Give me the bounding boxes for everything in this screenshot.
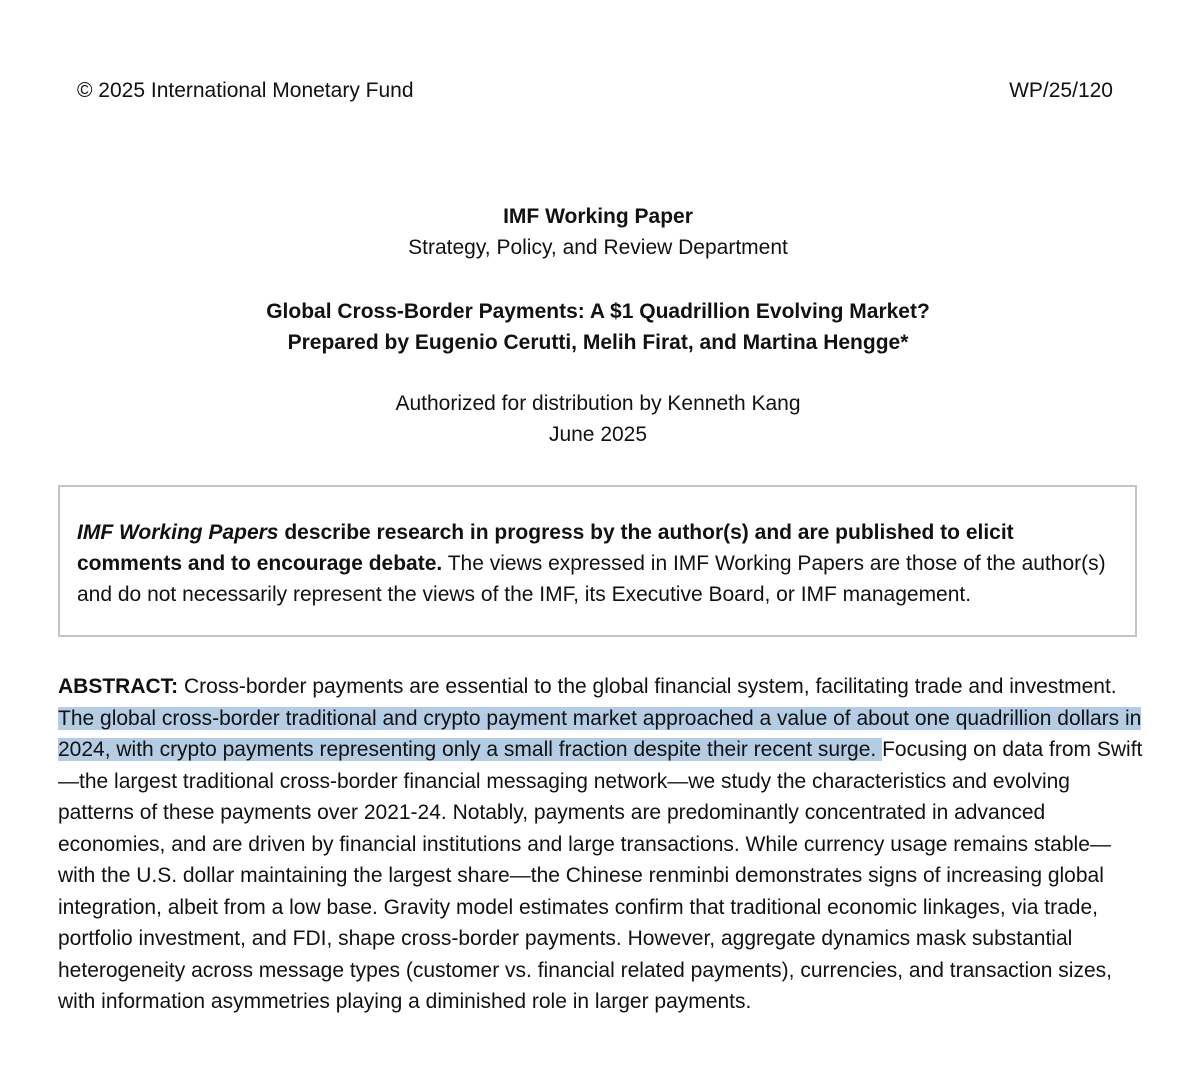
copyright-notice: © 2025 International Monetary Fund xyxy=(77,79,414,102)
abstract-highlighted-selection[interactable]: The global cross-border traditional and crypto payment market approached a value of about one quadrillion dollars in 2024, with crypto payments representing only a small fraction despite their recent surge. xyxy=(58,706,1142,761)
disclaimer-bold-text: describe research in progress by the author(s) and are published to elicit comments and to encourage debate. xyxy=(77,521,1014,575)
series-title: IMF Working Paper xyxy=(503,205,693,228)
paper-title: Global Cross-Border Payments: A $1 Quadrillion Evolving Market? xyxy=(266,300,930,323)
disclaimer-regular-text: The views expressed in IMF Working Papers are those of the author(s) and do not necessarily represent the views of the IMF, its Executive Board, or IMF management. xyxy=(77,552,1106,606)
abstract-label: ABSTRACT: xyxy=(58,675,179,698)
abstract-body[interactable]: Focusing on data from Swift—the largest traditional cross-border financial messaging network—we study the characteristics and evolving patterns of these payments over 2021-24. Notably, payments are predominantly concentrated in advanced economies, and are driven by financial institutions and large transactions. While currency usage remains stable—with the U.S. dollar maintaining the largest share—the Chinese renminbi demonstrates signs of increasing global integration, albeit from a low base. Gravity model estimates confirm that traditional economic linkages, via trade, portfolio investment, and FDI, shape cross-border payments. However, aggregate dynamics mask substantial heterogeneity across message types (customer vs. financial related payments), currencies, and transaction sizes, with information asymmetries playing a diminished role in larger payments. xyxy=(58,738,1143,1013)
department-line xyxy=(0,232,1196,263)
paper-number: WP/25/120 xyxy=(1009,79,1113,102)
publication-date: June 2025 xyxy=(548,423,648,446)
paper-series-label xyxy=(0,201,1196,232)
authorization-line: Authorized for distribution by Kenneth Kang xyxy=(395,392,801,415)
abstract-paragraph[interactable] xyxy=(58,671,1148,1018)
disclaimer-italic-lead: IMF Working Papers xyxy=(77,521,279,544)
abstract-intro[interactable]: Cross-border payments are essential to the global financial system, facilitating trade and investment. xyxy=(178,675,1117,698)
disclaimer-box xyxy=(58,485,1137,637)
paper-authors: Prepared by Eugenio Cerutti, Melih Firat, and Martina Hengge* xyxy=(287,331,909,354)
department-name: Strategy, Policy, and Review Department xyxy=(408,236,788,259)
